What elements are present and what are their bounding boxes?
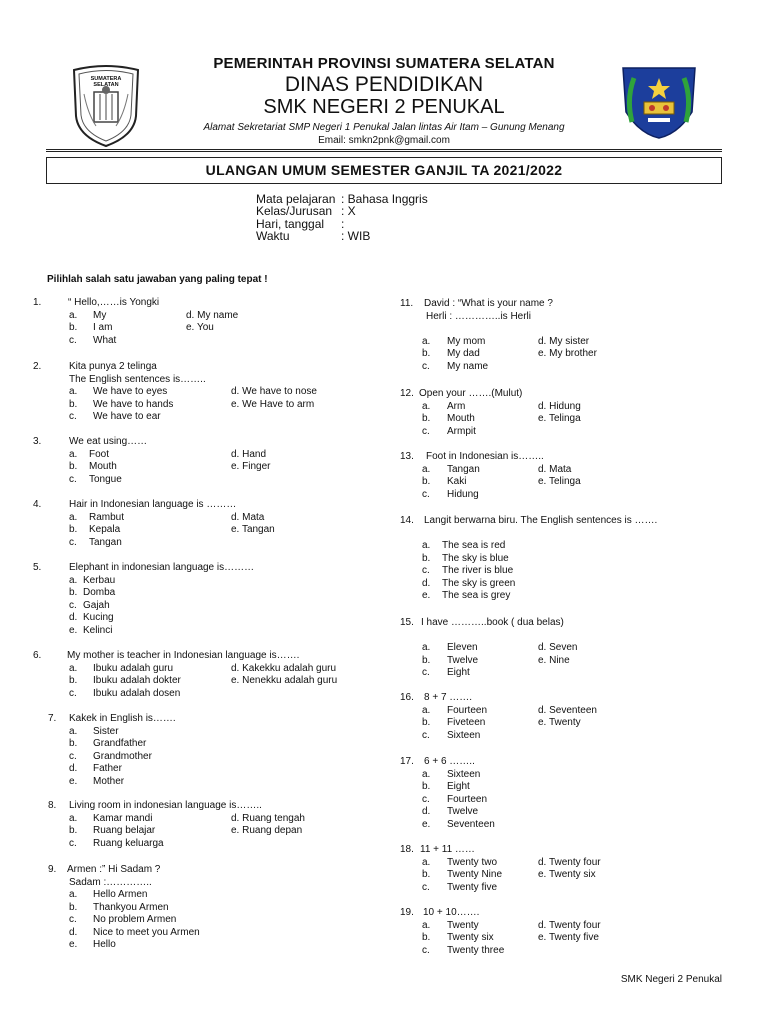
option-b[interactable]: The sky is blue (442, 552, 509, 564)
option-e[interactable]: e. Tangan (231, 524, 275, 535)
option-letter: a. (422, 642, 431, 653)
option-letter: b. (69, 524, 78, 535)
question-text: David : “What is your name ? (424, 298, 553, 309)
option-a[interactable]: Twenty (447, 919, 479, 931)
option-a[interactable]: Twenty two (447, 856, 498, 868)
question-text: Hair in Indonesian language is ……… (69, 499, 237, 510)
question-number: 13. (400, 451, 414, 462)
option-c[interactable]: My name (447, 360, 489, 372)
option-a[interactable]: Fourteen (447, 704, 488, 716)
option-d[interactable]: Kucing (83, 612, 114, 623)
question-number: 5. (33, 562, 42, 573)
option-letter: c. (422, 881, 430, 893)
option-c[interactable]: Tangan (89, 536, 122, 548)
option-letter: a. (422, 335, 431, 347)
info-value: : WIB (341, 229, 371, 243)
option-letter: b. (422, 654, 431, 666)
option-letter: a. (422, 856, 431, 868)
question-text: 10 + 10……. (423, 907, 480, 918)
option-e[interactable]: e. Nine (538, 654, 570, 666)
option-b[interactable]: Twenty six (447, 932, 494, 943)
question-number: 17. (400, 756, 414, 767)
option-letter: a. (69, 511, 78, 523)
question-text: Foot in Indonesian is…….. (426, 451, 544, 462)
option-e[interactable]: e. Twenty six (538, 869, 596, 880)
option-letter: a. (69, 725, 78, 737)
question-text: 11 + 11 …… (420, 844, 475, 855)
option-letter: a. (422, 919, 431, 931)
option-letter: d. (422, 806, 431, 817)
option-letter: a. (69, 574, 78, 586)
question-text-2: The English sentences is…….. (69, 373, 206, 385)
info-label: Waktu (256, 229, 290, 243)
option-letter: a. (69, 448, 78, 460)
option-d[interactable]: Twelve (447, 806, 479, 817)
option-letter: b. (69, 461, 78, 472)
option-c[interactable]: Armpit (447, 425, 476, 437)
option-d[interactable]: d. Hidung (538, 400, 581, 412)
option-d[interactable]: d. Kakekku adalah guru (231, 662, 337, 674)
option-letter: b. (422, 348, 431, 359)
info-label: Hari, tanggal (256, 217, 325, 231)
option-e[interactable]: e. Telinga (538, 413, 581, 424)
option-a[interactable]: Ibuku adalah guru (93, 662, 174, 674)
question-number: 16. (400, 692, 414, 703)
info-row (256, 230, 370, 242)
option-letter: a. (422, 463, 431, 475)
question-text-2: Sadam :………….. (69, 876, 152, 888)
header-email: Email: smkn2pnk@gmail.com (318, 135, 450, 146)
question-text-2: Herli : …………..is Herli (426, 310, 532, 322)
question-number: 14. (400, 515, 414, 526)
option-b[interactable]: Thankyou Armen (93, 901, 169, 913)
option-c[interactable]: Hidung (447, 488, 479, 500)
option-a[interactable]: Tangan (447, 463, 480, 475)
option-letter: e. (422, 590, 431, 601)
option-e[interactable]: e. Twenty (538, 717, 581, 728)
option-c[interactable]: Twenty three (447, 944, 505, 956)
option-d[interactable]: d. Ruang tengah (231, 812, 305, 824)
option-letter: a. (69, 662, 78, 674)
option-letter: a. (422, 768, 431, 780)
option-letter: a. (69, 386, 78, 397)
option-letter: b. (69, 738, 78, 749)
option-a[interactable]: Eleven (447, 642, 478, 653)
option-e[interactable]: e. My brother (538, 348, 597, 359)
option-e[interactable]: e. Finger (231, 461, 271, 472)
option-letter: b. (69, 675, 78, 686)
option-a[interactable]: Kamar mandi (93, 812, 153, 824)
option-letter: b. (69, 398, 78, 410)
provincial-logo (66, 64, 146, 148)
option-letter: a. (422, 540, 431, 551)
question-number: 18. (400, 844, 414, 855)
option-e[interactable]: The sea is grey (442, 590, 511, 601)
question-text: My mother is teacher in Indonesian language is……. (67, 650, 300, 661)
option-letter: a. (69, 309, 78, 321)
info-value: : (341, 217, 345, 231)
option-e[interactable]: e. Nenekku adalah guru (231, 675, 338, 686)
option-e[interactable]: Seventeen (447, 818, 495, 830)
option-b[interactable]: Mouth (447, 413, 475, 424)
option-e[interactable]: e. We Have to arm (231, 398, 315, 410)
option-a[interactable]: Arm (447, 400, 466, 412)
provincial-logo-text: SUMATERA SELATAN (90, 76, 122, 88)
footer-school-name: SMK Negeri 2 Penukal (620, 974, 722, 985)
option-letter: e. (69, 939, 78, 950)
option-letter: c. (422, 729, 430, 741)
option-letter: b. (69, 901, 78, 913)
header-school: SMK NEGERI 2 PENUKAL (263, 96, 505, 118)
option-letter: b. (422, 413, 431, 424)
option-letter: e. (69, 775, 78, 787)
option-b[interactable]: Eight (447, 781, 470, 792)
option-letter: b. (69, 587, 78, 598)
question-number: 7. (48, 713, 57, 724)
option-a[interactable]: Kerbau (83, 574, 116, 586)
option-d[interactable]: Nice to meet you Armen (93, 926, 200, 938)
info-label: Mata pelajaran (256, 192, 336, 206)
question-number: 4. (33, 499, 42, 510)
option-c[interactable]: Grandmother (93, 750, 152, 762)
option-a[interactable]: Hello Armen (93, 889, 148, 900)
question-text: I have ………..book ( dua belas) (421, 617, 564, 628)
option-d[interactable]: The sky is green (442, 577, 516, 589)
option-letter: c. (69, 914, 77, 925)
option-letter: b. (422, 932, 431, 943)
question-number: 8. (48, 800, 57, 811)
option-c[interactable]: We have to ear (93, 411, 161, 422)
option-d[interactable]: d. My name (186, 309, 239, 321)
option-letter: c. (69, 334, 77, 346)
option-e[interactable]: e. Twenty five (538, 932, 599, 943)
option-letter: c. (69, 536, 77, 548)
question-text: “ Hello,……is Yongki (68, 297, 160, 308)
option-d[interactable]: d. Twenty four (538, 856, 601, 868)
question-number: 19. (400, 907, 414, 918)
option-letter: b. (69, 322, 78, 333)
option-a[interactable]: Foot (89, 448, 110, 460)
option-letter: b. (422, 869, 431, 880)
question-text: Kakek in English is……. (69, 713, 176, 724)
option-b[interactable]: I am (93, 322, 113, 333)
question-number: 2. (33, 361, 42, 372)
option-c[interactable]: Ibuku adalah dosen (93, 687, 181, 699)
option-b[interactable]: We have to hands (93, 398, 174, 410)
option-letter: c. (69, 599, 77, 611)
option-letter: c. (69, 837, 77, 849)
option-b[interactable]: Twelve (447, 654, 479, 666)
option-letter: c. (422, 944, 430, 956)
option-c[interactable]: What (93, 334, 117, 346)
option-letter: b. (422, 717, 431, 728)
option-letter: c. (422, 425, 430, 437)
option-letter: c. (69, 411, 77, 422)
option-letter: c. (422, 793, 430, 805)
option-b[interactable]: Domba (83, 587, 116, 598)
info-value: : Bahasa Inggris (341, 192, 428, 206)
option-letter: b. (422, 781, 431, 792)
option-b[interactable]: Fiveteen (447, 717, 486, 728)
question-text: Living room in indonesian language is…….. (69, 800, 262, 811)
question-number: 3. (33, 436, 42, 447)
option-c[interactable]: Eight (447, 667, 470, 678)
option-letter: d. (69, 763, 78, 774)
option-c[interactable]: Gajah (83, 599, 110, 611)
question-text: 6 + 6 …….. (424, 756, 475, 767)
option-e[interactable]: e. You (186, 322, 214, 333)
option-c[interactable]: The river is blue (442, 565, 514, 576)
option-a[interactable]: We have to eyes (93, 386, 168, 397)
header-divider-top (46, 149, 722, 150)
option-e[interactable]: Mother (93, 775, 125, 787)
option-b[interactable]: Ibuku adalah dokter (93, 675, 181, 686)
option-d[interactable]: d. Twenty four (538, 919, 601, 931)
question-number: 6. (33, 650, 42, 661)
info-row (256, 205, 356, 217)
question-number: 12. (400, 388, 414, 399)
option-letter: c. (69, 687, 77, 699)
question-text: Armen :” Hi Sadam ? (67, 864, 161, 875)
option-d[interactable]: d. Seventeen (538, 704, 597, 716)
question-text: We eat using…… (69, 436, 148, 447)
info-value: : X (341, 204, 356, 218)
option-e[interactable]: Kelinci (83, 624, 113, 636)
header-address: Alamat Sekretariat SMP Negeri 1 Penukal Jalan lintas Air Itam – Gunung Menang (203, 122, 565, 133)
option-b[interactable]: Twenty Nine (447, 869, 503, 880)
option-e[interactable]: Hello (93, 939, 116, 950)
option-letter: a. (69, 812, 78, 824)
question-number: 11. (400, 298, 414, 309)
question-text: Kita punya 2 telinga (69, 361, 157, 372)
question-text: 8 + 7 ……. (424, 692, 473, 703)
option-letter: d. (422, 577, 431, 589)
question-text: Langit berwarna biru. The English sentences is ……. (424, 515, 658, 526)
option-c[interactable]: Tongue (89, 473, 122, 485)
header-divider-bottom (46, 151, 722, 152)
option-a[interactable]: Sixteen (447, 768, 481, 780)
header-government: PEMERINTAH PROVINSI SUMATERA SELATAN (213, 55, 555, 72)
question-number: 9. (48, 864, 57, 875)
option-b[interactable]: Grandfather (93, 738, 147, 749)
option-d[interactable]: d. Mata (538, 463, 572, 475)
option-d[interactable]: d. We have to nose (231, 386, 317, 397)
option-letter: c. (422, 667, 430, 678)
option-c[interactable]: Sixteen (447, 729, 481, 741)
option-a[interactable]: My (93, 309, 107, 321)
option-letter: b. (422, 552, 431, 564)
option-letter: a. (422, 400, 431, 412)
option-letter: b. (422, 476, 431, 487)
option-letter: e. (422, 818, 431, 830)
option-letter: c. (69, 750, 77, 762)
exam-title: ULANGAN UMUM SEMESTER GANJIL TA 2021/2022 (205, 162, 563, 178)
option-letter: c. (422, 360, 430, 372)
option-letter: d. (69, 926, 78, 938)
option-e[interactable]: e. Ruang depan (231, 825, 303, 836)
option-c[interactable]: Ruang keluarga (93, 837, 164, 849)
option-a[interactable]: Sister (93, 725, 119, 737)
option-b[interactable]: Kepala (89, 524, 121, 535)
instruction: Pilihlah salah satu jawaban yang paling tepat ! (47, 274, 268, 285)
option-b[interactable]: My dad (447, 348, 480, 359)
option-c[interactable]: Twenty five (447, 881, 498, 893)
option-b[interactable]: Mouth (89, 461, 117, 472)
option-a[interactable]: Rambut (89, 511, 125, 523)
option-letter: c. (69, 473, 77, 485)
question-number: 15. (400, 617, 414, 628)
option-letter: a. (422, 704, 431, 716)
question-number: 1. (33, 297, 42, 308)
header-department: DINAS PENDIDIKAN (284, 73, 484, 96)
school-logo (618, 64, 700, 140)
option-a[interactable]: My mom (447, 335, 486, 347)
option-d[interactable]: d. My sister (538, 335, 590, 347)
option-d[interactable]: Father (93, 763, 122, 774)
option-d[interactable]: d. Hand (231, 448, 267, 460)
option-d[interactable]: d. Mata (231, 511, 265, 523)
question-text: Open your …….(Mulut) (419, 388, 523, 399)
option-c[interactable]: Fourteen (447, 793, 488, 805)
option-b[interactable]: Kaki (447, 476, 467, 487)
option-letter: a. (69, 889, 78, 900)
option-letter: c. (422, 488, 430, 500)
option-e[interactable]: e. Telinga (538, 476, 581, 487)
option-d[interactable]: d. Seven (538, 642, 578, 653)
option-letter: c. (422, 565, 430, 576)
info-label: Kelas/Jurusan (256, 204, 333, 218)
option-letter: d. (69, 612, 78, 623)
option-a[interactable]: The sea is red (442, 540, 506, 551)
option-letter: e. (69, 624, 78, 636)
option-letter: b. (69, 825, 78, 836)
option-c[interactable]: No problem Armen (93, 914, 177, 925)
option-b[interactable]: Ruang belajar (93, 825, 156, 836)
question-text: Elephant in indonesian language is……… (69, 562, 255, 573)
